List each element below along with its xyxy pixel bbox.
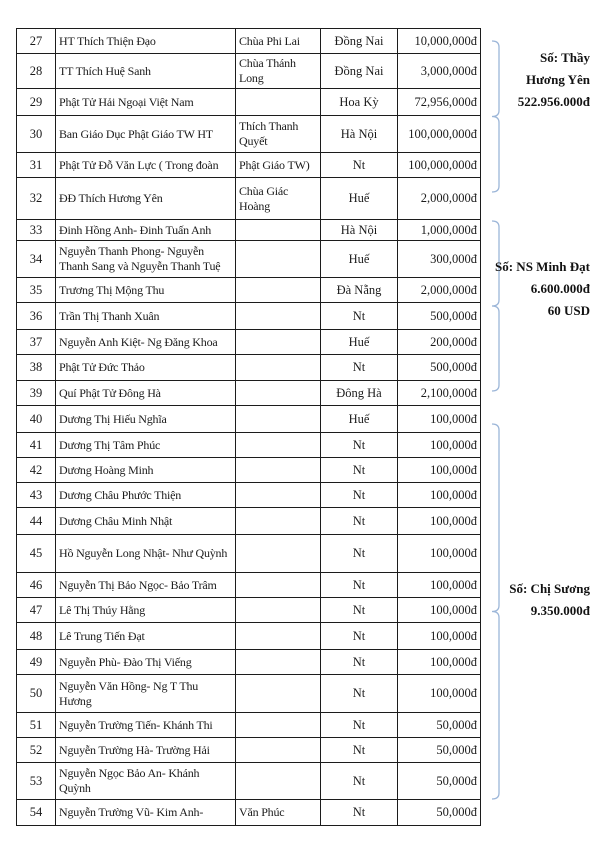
detail-cell: [236, 508, 321, 535]
detail-cell: [236, 89, 321, 116]
amount-cell: 72,956,000đ: [398, 89, 481, 116]
donor-name-cell: Lê Thị Thúy Hằng: [56, 598, 236, 623]
group-total-line: Số: Thầy: [540, 50, 590, 65]
detail-cell: [236, 483, 321, 508]
detail-cell: [236, 220, 321, 241]
donor-name-cell: Ban Giáo Dục Phật Giáo TW HT: [56, 116, 236, 153]
table-row: [17, 573, 481, 598]
donor-name-cell: Nguyễn Anh Kiệt- Ng Đăng Khoa: [56, 330, 236, 355]
table-row: [17, 508, 481, 535]
group-brace-icon: [490, 423, 504, 800]
detail-cell: [236, 330, 321, 355]
amount-cell: 100,000,000đ: [398, 153, 481, 178]
detail-cell: [236, 241, 321, 278]
donor-name-cell: Đinh Hồng Anh- Đinh Tuấn Anh: [56, 220, 236, 241]
detail-cell: [236, 675, 321, 713]
place-cell: Nt: [321, 650, 398, 675]
group-total-line: Số: Chị Sương: [509, 581, 590, 596]
amount-cell: 50,000đ: [398, 738, 481, 763]
table-row: [17, 153, 481, 178]
row-number-cell: 31: [17, 153, 56, 178]
group-total-line: Số: NS Minh Đạt: [495, 259, 590, 274]
amount-cell: 100,000đ: [398, 483, 481, 508]
place-cell: Nt: [321, 598, 398, 623]
amount-cell: 100,000đ: [398, 598, 481, 623]
amount-cell: 2,000,000đ: [398, 278, 481, 303]
row-number-cell: 40: [17, 406, 56, 433]
amount-cell: 100,000đ: [398, 458, 481, 483]
table-row: [17, 89, 481, 116]
detail-cell: [236, 355, 321, 381]
amount-cell: 200,000đ: [398, 330, 481, 355]
row-number-cell: 54: [17, 800, 56, 826]
detail-cell: Văn Phúc: [236, 800, 321, 826]
place-cell: Nt: [321, 738, 398, 763]
detail-cell: Thích Thanh Quyết: [236, 116, 321, 153]
amount-cell: 100,000đ: [398, 573, 481, 598]
row-number-cell: 28: [17, 54, 56, 89]
group-total-label: [509, 578, 590, 622]
row-number-cell: 29: [17, 89, 56, 116]
detail-cell: Chùa Phi Lai: [236, 29, 321, 54]
detail-cell: [236, 650, 321, 675]
detail-cell: [236, 623, 321, 650]
table-row: [17, 433, 481, 458]
table-row: [17, 178, 481, 220]
amount-cell: 10,000,000đ: [398, 29, 481, 54]
row-number-cell: 27: [17, 29, 56, 54]
donor-name-cell: Dương Thị Hiếu Nghĩa: [56, 406, 236, 433]
place-cell: Nt: [321, 573, 398, 598]
donor-name-cell: TT Thích Huệ Sanh: [56, 54, 236, 89]
row-number-cell: 46: [17, 573, 56, 598]
amount-cell: 50,000đ: [398, 763, 481, 800]
table-row: [17, 598, 481, 623]
detail-cell: [236, 278, 321, 303]
row-number-cell: 33: [17, 220, 56, 241]
amount-cell: 2,000,000đ: [398, 178, 481, 220]
place-cell: Đà Nẵng: [321, 278, 398, 303]
donation-table: [16, 28, 481, 826]
donor-name-cell: Dương Thị Tâm Phúc: [56, 433, 236, 458]
row-number-cell: 51: [17, 713, 56, 738]
group-total-line: 522.956.000đ: [517, 94, 590, 109]
table-row: [17, 675, 481, 713]
table-row: [17, 220, 481, 241]
table-row: [17, 406, 481, 433]
detail-cell: [236, 738, 321, 763]
donor-name-cell: Dương Hoàng Minh: [56, 458, 236, 483]
place-cell: Đồng Nai: [321, 29, 398, 54]
table-row: [17, 458, 481, 483]
place-cell: Nt: [321, 355, 398, 381]
amount-cell: 500,000đ: [398, 355, 481, 381]
place-cell: Nt: [321, 508, 398, 535]
group-total-label: [518, 47, 590, 113]
place-cell: Huế: [321, 406, 398, 433]
donor-name-cell: Nguyễn Trường Tiến- Khánh Thi: [56, 713, 236, 738]
amount-cell: 500,000đ: [398, 303, 481, 330]
table-row: [17, 650, 481, 675]
row-number-cell: 53: [17, 763, 56, 800]
place-cell: Nt: [321, 535, 398, 573]
row-number-cell: 30: [17, 116, 56, 153]
place-cell: Nt: [321, 483, 398, 508]
table-row: [17, 241, 481, 278]
group-total-line: 60 USD: [547, 303, 590, 318]
row-number-cell: 39: [17, 381, 56, 406]
detail-cell: Chùa Thánh Long: [236, 54, 321, 89]
donor-name-cell: Nguyễn Thanh Phong- Nguyễn Thanh Sang và Nguyễn Thanh Tuệ: [56, 241, 236, 278]
place-cell: Huế: [321, 330, 398, 355]
detail-cell: [236, 381, 321, 406]
detail-cell: [236, 406, 321, 433]
amount-cell: 2,100,000đ: [398, 381, 481, 406]
amount-cell: 100,000đ: [398, 623, 481, 650]
amount-cell: 3,000,000đ: [398, 54, 481, 89]
row-number-cell: 52: [17, 738, 56, 763]
group-total-label: [495, 256, 590, 322]
table-row: [17, 623, 481, 650]
place-cell: Hoa Kỳ: [321, 89, 398, 116]
place-cell: Nt: [321, 763, 398, 800]
place-cell: Nt: [321, 303, 398, 330]
place-cell: Huế: [321, 241, 398, 278]
detail-cell: [236, 763, 321, 800]
donor-name-cell: Nguyễn Phù- Đào Thị Viếng: [56, 650, 236, 675]
row-number-cell: 32: [17, 178, 56, 220]
amount-cell: 100,000đ: [398, 535, 481, 573]
row-number-cell: 37: [17, 330, 56, 355]
row-number-cell: 41: [17, 433, 56, 458]
place-cell: Huế: [321, 178, 398, 220]
donor-name-cell: Hồ Nguyễn Long Nhật- Như Quỳnh: [56, 535, 236, 573]
detail-cell: [236, 303, 321, 330]
row-number-cell: 34: [17, 241, 56, 278]
row-number-cell: 42: [17, 458, 56, 483]
donor-name-cell: Trần Thị Thanh Xuân: [56, 303, 236, 330]
donor-name-cell: Phật Tử Đức Thảo: [56, 355, 236, 381]
amount-cell: 100,000đ: [398, 433, 481, 458]
detail-cell: [236, 458, 321, 483]
amount-cell: 300,000đ: [398, 241, 481, 278]
place-cell: Đông Hà: [321, 381, 398, 406]
place-cell: Hà Nội: [321, 116, 398, 153]
table-row: [17, 763, 481, 800]
donor-name-cell: Lê Trung Tiến Đạt: [56, 623, 236, 650]
group-total-line: 9.350.000đ: [530, 603, 590, 618]
amount-cell: 100,000đ: [398, 650, 481, 675]
amount-cell: 50,000đ: [398, 800, 481, 826]
donor-name-cell: Nguyễn Thị Bảo Ngọc- Bảo Trâm: [56, 573, 236, 598]
donation-table-body: [17, 29, 481, 826]
detail-cell: [236, 713, 321, 738]
amount-cell: 50,000đ: [398, 713, 481, 738]
table-row: [17, 29, 481, 54]
donor-name-cell: Dương Châu Phước Thiện: [56, 483, 236, 508]
donor-name-cell: Nguyễn Ngọc Bảo An- Khánh Quỳnh: [56, 763, 236, 800]
row-number-cell: 44: [17, 508, 56, 535]
group-brace-icon: [490, 40, 504, 193]
row-number-cell: 38: [17, 355, 56, 381]
table-row: [17, 54, 481, 89]
table-row: [17, 483, 481, 508]
amount-cell: 100,000,000đ: [398, 116, 481, 153]
donor-name-cell: Phật Tử Đỗ Văn Lực ( Trong đoàn: [56, 153, 236, 178]
donor-name-cell: Nguyễn Văn Hồng- Ng T Thu Hương: [56, 675, 236, 713]
table-row: [17, 535, 481, 573]
table-row: [17, 303, 481, 330]
table-row: [17, 330, 481, 355]
detail-cell: Chùa Giác Hoàng: [236, 178, 321, 220]
amount-cell: 1,000,000đ: [398, 220, 481, 241]
donor-name-cell: Quí Phật Tử Đông Hà: [56, 381, 236, 406]
row-number-cell: 45: [17, 535, 56, 573]
table-row: [17, 355, 481, 381]
donor-name-cell: Nguyễn Trường Vũ- Kim Anh-: [56, 800, 236, 826]
row-number-cell: 35: [17, 278, 56, 303]
row-number-cell: 49: [17, 650, 56, 675]
place-cell: Nt: [321, 433, 398, 458]
place-cell: Nt: [321, 458, 398, 483]
row-number-cell: 47: [17, 598, 56, 623]
group-brace-icon: [490, 220, 504, 392]
detail-cell: [236, 598, 321, 623]
group-total-line: 6.600.000đ: [530, 281, 590, 296]
row-number-cell: 50: [17, 675, 56, 713]
table-row: [17, 713, 481, 738]
detail-cell: [236, 535, 321, 573]
table-row: [17, 116, 481, 153]
row-number-cell: 48: [17, 623, 56, 650]
place-cell: Đồng Nai: [321, 54, 398, 89]
place-cell: Nt: [321, 623, 398, 650]
row-number-cell: 36: [17, 303, 56, 330]
place-cell: Nt: [321, 153, 398, 178]
row-number-cell: 43: [17, 483, 56, 508]
table-row: [17, 738, 481, 763]
donor-name-cell: Dương Châu Minh Nhật: [56, 508, 236, 535]
donor-name-cell: Trương Thị Mộng Thu: [56, 278, 236, 303]
detail-cell: Phật Giáo TW): [236, 153, 321, 178]
donor-name-cell: Nguyễn Trường Hà- Trường Hải: [56, 738, 236, 763]
amount-cell: 100,000đ: [398, 406, 481, 433]
place-cell: Nt: [321, 675, 398, 713]
place-cell: Nt: [321, 713, 398, 738]
table-row: [17, 381, 481, 406]
table-row: [17, 278, 481, 303]
amount-cell: 100,000đ: [398, 508, 481, 535]
table-row: [17, 800, 481, 826]
place-cell: Nt: [321, 800, 398, 826]
donor-name-cell: Phật Tử Hải Ngoại Việt Nam: [56, 89, 236, 116]
donor-name-cell: ĐĐ Thích Hương Yên: [56, 178, 236, 220]
amount-cell: 100,000đ: [398, 675, 481, 713]
place-cell: Hà Nội: [321, 220, 398, 241]
detail-cell: [236, 433, 321, 458]
donor-name-cell: HT Thích Thiện Đạo: [56, 29, 236, 54]
group-total-line: Hương Yên: [526, 72, 590, 87]
detail-cell: [236, 573, 321, 598]
